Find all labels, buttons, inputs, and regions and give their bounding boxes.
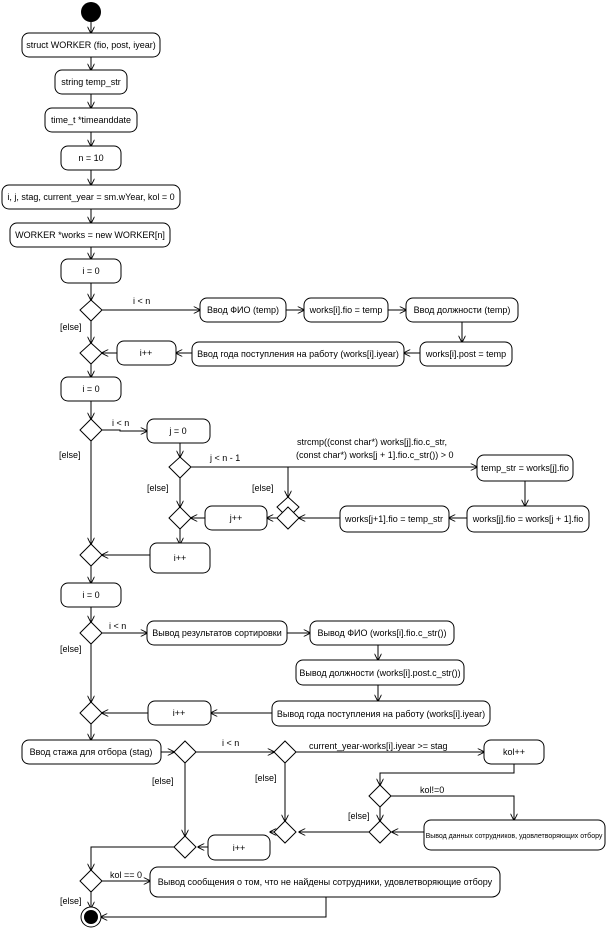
edge (101, 897, 326, 917)
guard-label: i < n (222, 738, 240, 748)
action-label: i++ (172, 708, 186, 718)
action-label: Вывод результатов сортировки (152, 628, 282, 638)
action-label: Вывод ФИО (works[i].fio.c_str()) (317, 628, 447, 638)
merge-node (80, 544, 102, 566)
guard-label: (const char*) works[j + 1].fio.c_str()) > 0 (296, 450, 454, 460)
guard-label: [else] (255, 773, 277, 783)
action-label: struct WORKER (fio, post, iyear) (26, 40, 156, 50)
guard-label: kol == 0 (110, 870, 143, 880)
action-label: works[j+1].fio = temp_str (344, 514, 444, 524)
action-label: i++ (139, 348, 153, 358)
decision-node (369, 785, 391, 807)
action-label: i++ (173, 553, 187, 563)
action-label: i, j, stag, current_year = sm.wYear, kol = 0 (7, 192, 175, 202)
decision-node (274, 741, 296, 763)
action-label: Вывод должности (works[i].post.c_str()) (299, 668, 461, 678)
action-label: Вывод данных сотрудников, удовлетворяющих отбору (425, 833, 603, 840)
merge-node (369, 821, 391, 843)
action-label: works[j].fio = works[j + 1].fio (472, 514, 584, 524)
action-label: Вывод сообщения о том, что не найдены сотрудники, удовлетворяющие отбору (157, 877, 493, 887)
guard-label: [else] (60, 322, 82, 332)
merge-node (169, 507, 191, 529)
merge-node (174, 836, 196, 858)
merge-node (274, 821, 296, 843)
guard-label: i < n (109, 621, 127, 631)
action-nodes (2, 33, 605, 897)
action-label: works[i].post = temp (425, 349, 507, 359)
edge (391, 796, 514, 820)
decision-node (80, 300, 102, 321)
guard-label: strcmp((const char*) works[j].fio.c_str, (297, 437, 448, 447)
action-label: WORKER *works = new WORKER[n] (15, 230, 165, 240)
action-label: j++ (229, 513, 243, 523)
action-label: Вывод года поступления на работу (works[i].iyear) (276, 709, 486, 719)
guard-label: [else] (152, 776, 174, 786)
guard-label: [else] (60, 896, 82, 906)
merge-node (80, 343, 102, 364)
action-label: i++ (232, 843, 246, 853)
action-label: time_t *timeanddate (50, 115, 132, 125)
guard-label: i < n (112, 418, 130, 428)
action-label: Ввод должности (temp) (413, 305, 511, 315)
edge (102, 430, 147, 431)
guard-label: [else] (348, 811, 370, 821)
start-node (81, 2, 101, 22)
guard-label: current_year-works[i].iyear >= stag (309, 741, 448, 751)
action-label: i = 0 (82, 266, 100, 276)
guard-label: j < n - 1 (210, 453, 241, 463)
action-label: temp_str = works[j].fio (481, 463, 569, 473)
merge-node (80, 702, 102, 724)
decision-node (80, 870, 102, 892)
edge (380, 764, 514, 785)
action-label: kol++ (502, 747, 526, 757)
guard-label: [else] (252, 483, 274, 493)
guard-label: [else] (60, 644, 82, 654)
action-label: Ввод года поступления на работу (works[i].iyear) (197, 349, 399, 359)
decision-node (169, 457, 191, 478)
end-node (84, 910, 98, 924)
guard-label: kol!=0 (420, 785, 445, 795)
decision-node (80, 622, 102, 644)
guard-label: [else] (147, 483, 169, 493)
decision-node (80, 419, 102, 441)
action-label: j = 0 (169, 426, 187, 436)
guard-label: [else] (59, 450, 81, 460)
action-label: n = 10 (78, 153, 104, 163)
action-label: string temp_str (61, 77, 121, 87)
action-label: works[i].fio = temp (309, 305, 383, 315)
action-label: i = 0 (82, 590, 100, 600)
action-label: Ввод стажа для отбора (stag) (29, 747, 153, 757)
action-label: Ввод ФИО (temp) (206, 305, 280, 315)
guard-label: i < n (133, 296, 151, 306)
decision-nodes (80, 300, 391, 892)
action-label: i = 0 (82, 384, 100, 394)
decision-node (174, 741, 196, 763)
